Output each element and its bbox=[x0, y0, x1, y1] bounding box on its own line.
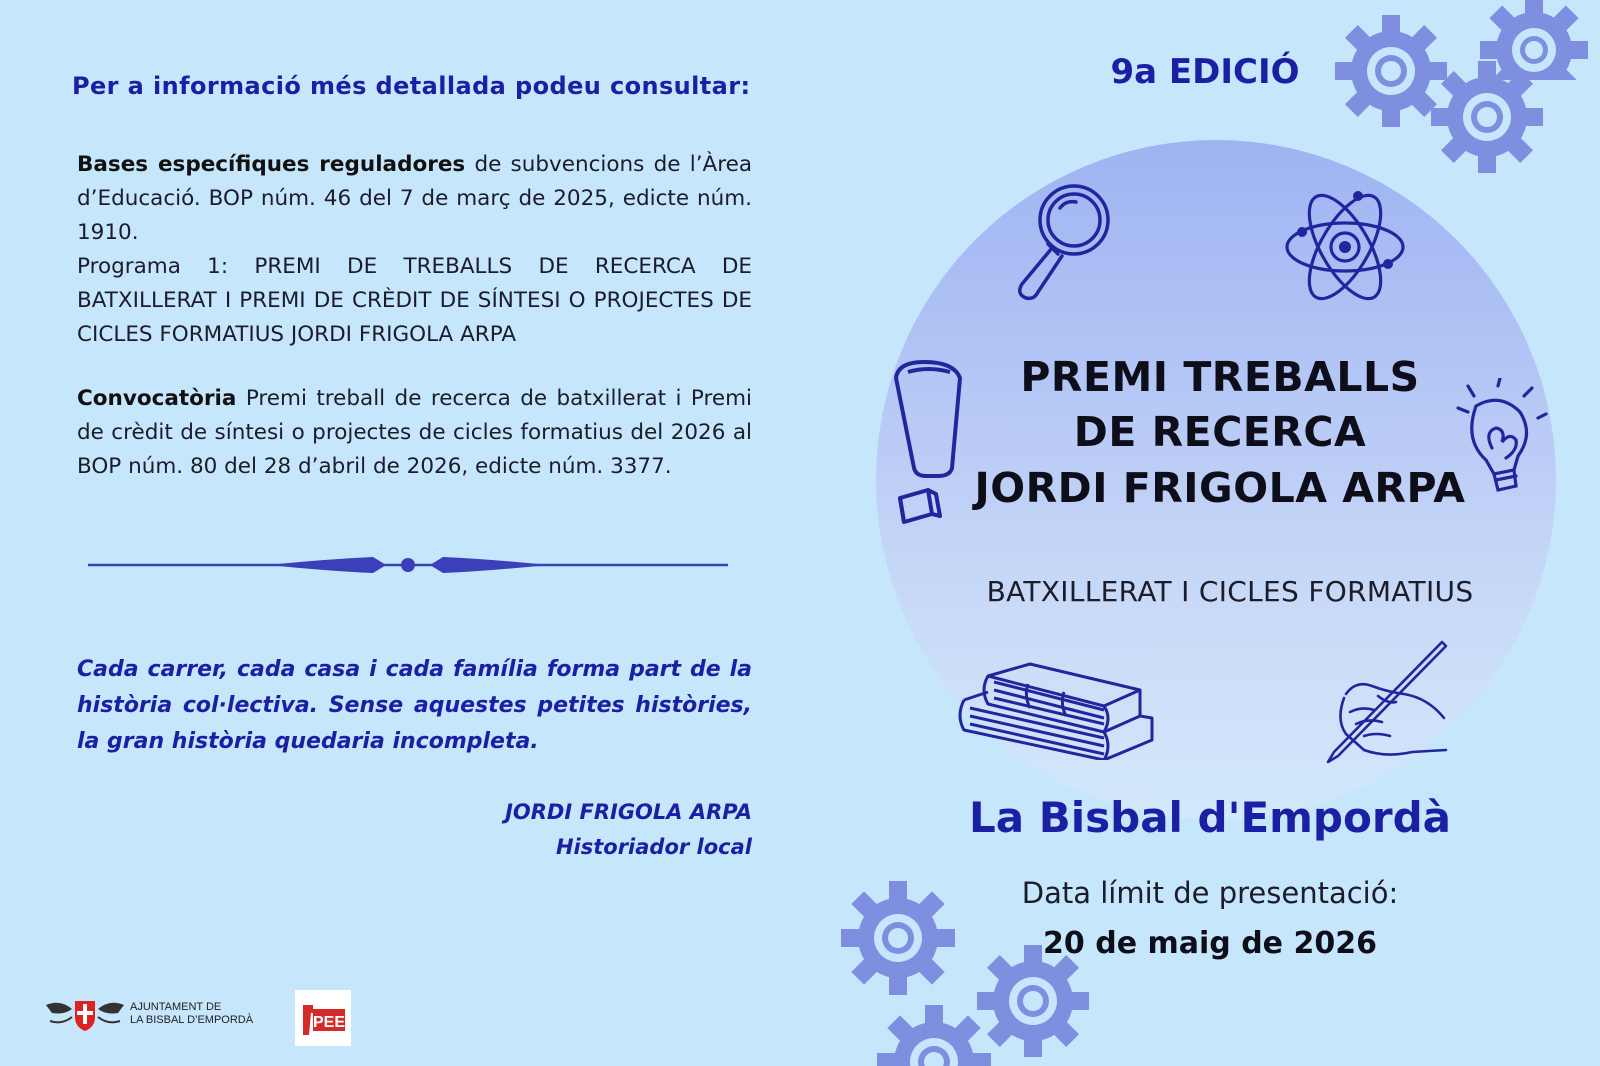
pee-logo-text: PEE bbox=[312, 1014, 346, 1031]
quote-author: JORDI FRIGOLA ARPA bbox=[505, 800, 752, 824]
gear-icon bbox=[876, 1004, 992, 1066]
ornamental-divider bbox=[88, 553, 728, 577]
quote-author-role: Historiador local bbox=[555, 835, 752, 859]
info-heading: Per a informació més detallada podeu consultar: bbox=[72, 72, 751, 100]
program-text: Programa 1: PREMI DE TREBALLS DE RECERCA DE BATXILLERAT I PREMI DE CRÈDIT DE SÍNTESI O PROJECTES DE CICLES FORMATIUS JORDI FRIGOLA ARPA bbox=[77, 254, 752, 347]
title-line-3: JORDI FRIGOLA ARPA bbox=[974, 464, 1466, 512]
regulations-bold-label: Bases específiques reguladores bbox=[77, 152, 466, 177]
deadline-label: Data límit de presentació: bbox=[1021, 876, 1399, 910]
call-bold-label: Convocatòria bbox=[77, 386, 237, 411]
call-text: Premi treball de recerca de batxillerat i Premi de crèdit de síntesi o projectes de cicles formatius del 2026 al BOP núm. 80 del 28 d’abril de 2026, edicte núm. 3377. bbox=[77, 386, 752, 479]
magnifier-icon bbox=[1012, 178, 1118, 304]
ajuntament-logo-text bbox=[130, 1001, 253, 1027]
gear-icon bbox=[1478, 0, 1590, 80]
title-line-2: DE RECERCA bbox=[1073, 408, 1367, 456]
gear-icon bbox=[840, 880, 956, 996]
quote-text: Cada carrer, cada casa i cada família forma part de la història col·lectiva. Sense aquestes petites històries, la gran història quedaria incompleta. bbox=[77, 657, 752, 754]
atom-icon bbox=[1280, 182, 1410, 312]
deadline-date: 20 de maig de 2026 bbox=[1043, 926, 1377, 961]
edition-label: 9a EDICIÓ bbox=[1110, 52, 1300, 92]
ajuntament-line1: AJUNTAMENT DE bbox=[130, 1001, 222, 1013]
gear-icon bbox=[976, 944, 1090, 1058]
writing-hand-icon bbox=[1316, 640, 1452, 764]
ajuntament-line2: LA BISBAL D’EMPORDÀ bbox=[130, 1014, 254, 1026]
subtitle: BATXILLERAT I CICLES FORMATIUS bbox=[986, 575, 1474, 608]
title-line-1: PREMI TREBALLS bbox=[1020, 353, 1420, 401]
ajuntament-crest-logo bbox=[42, 995, 128, 1033]
call-paragraph bbox=[77, 382, 752, 484]
regulations-paragraph bbox=[77, 148, 752, 352]
regulations-text: de subvencions de l’Àrea d’Educació. BOP núm. 46 del 7 de març de 2025, edicte núm. 1910. bbox=[77, 152, 753, 245]
pee-logo bbox=[295, 990, 351, 1046]
town-name: La Bisbal d'Empordà bbox=[969, 793, 1451, 842]
books-icon bbox=[954, 660, 1160, 760]
